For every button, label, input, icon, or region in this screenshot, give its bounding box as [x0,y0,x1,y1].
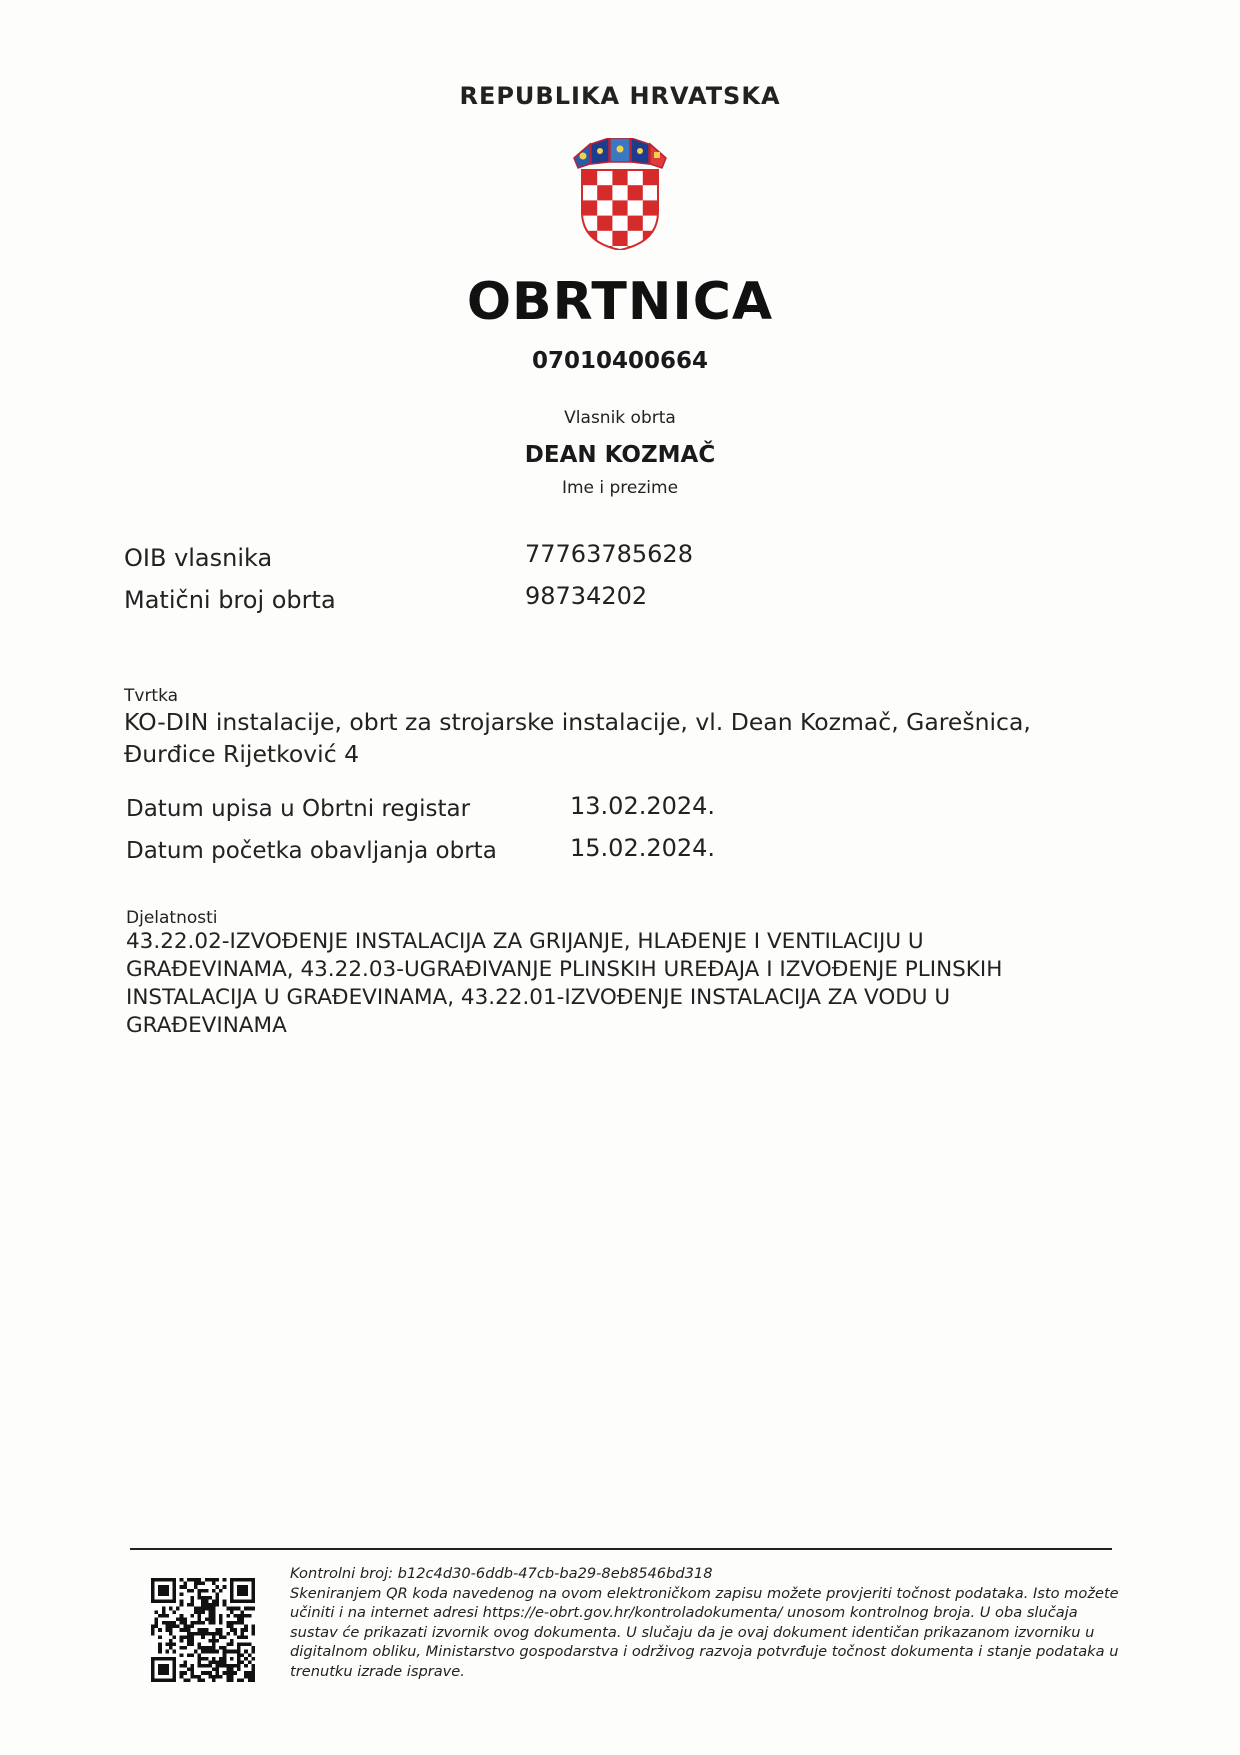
oib-label: OIB vlasnika [124,544,273,572]
coat-of-arms-icon [572,138,668,250]
control-number: Kontrolni broj: b12c4d30-6ddb-47cb-ba29-8eb8546bd318 [290,1565,713,1582]
activities-value: 43.22.02-IZVOĐENJE INSTALACIJA ZA GRIJANJE, HLAĐENJE I VENTILACIJU U GRAĐEVINAMA, 43.22.03-UGRAĐIVANJE PLINSKIH UREĐAJA I IZVOĐENJE PLINSKIH INSTALACIJA U GRAĐEVINAMA, 43.22.01-IZVOĐENJE INSTALACIJA ZA VODU U GRAĐEVINAMA [126,929,1003,1038]
company-value: KO-DIN instalacije, obrt za strojarske instalacije, vl. Dean Kozmač, Garešnica, Đurđice Rijetković 4 [124,708,1031,768]
owner-label: Vlasnik obrta [564,408,676,428]
registration-date-value: 13.02.2024. [570,792,716,820]
footer-verification [290,1564,1120,1681]
registration-number-label: Matični broj obrta [124,586,336,614]
document-title: OBRTNICA [466,272,774,332]
company-label: Tvrtka [124,686,179,706]
footer-divider [130,1548,1112,1550]
registration-number-value: 98734202 [525,582,648,610]
oib-value: 77763785628 [525,540,693,568]
start-date-value: 15.02.2024. [570,834,716,862]
owner-name-caption: Ime i prezime [561,478,679,498]
country-heading: REPUBLIKA HRVATSKA [459,82,781,110]
document-number: 07010400664 [531,348,709,374]
owner-name: DEAN KOZMAČ [524,442,716,468]
start-date-label: Datum početka obavljanja obrta [126,838,497,864]
verification-text: Skeniranjem QR koda navedenog na ovom elektroničkom zapisu možete provjeriti točnost podataka. Isto možete učiniti i na internet adresi https://e-obrt.gov.hr/kontroladokumenta/ unosom kontrolnog broja. U oba slučaja sustav će prikazati izvornik ovog dokumenta. U slučaju da je ovaj dokument identičan prikazanom izvorniku u digitalnom obliku, Ministarstvo gospodarstva i održivog razvoja potvrđuje točnost dokumenta i stanje podataka u trenutku izrade isprave. [290,1584,1119,1680]
qr-code-icon [151,1578,255,1682]
activities-label: Djelatnosti [126,908,218,928]
registration-date-label: Datum upisa u Obrtni registar [126,796,471,822]
